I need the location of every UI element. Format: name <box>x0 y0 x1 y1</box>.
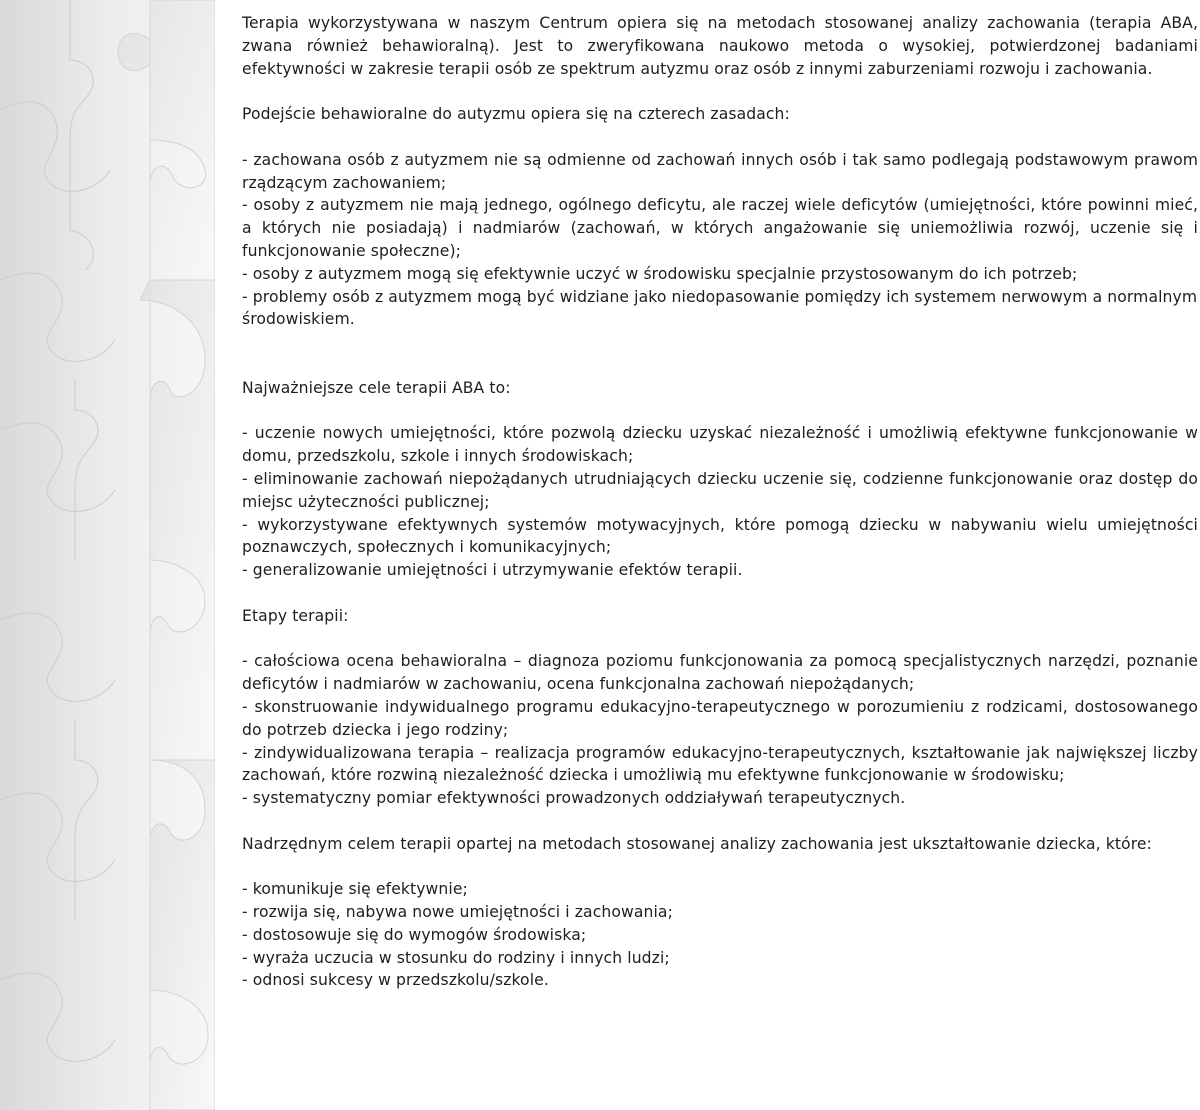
list-item: - problemy osób z autyzmem mogą być widziane jako niedopasowanie pomiędzy ich systemem nerwowym a normalnym środowiskiem. <box>242 287 1198 329</box>
puzzle-background-image <box>0 0 215 1110</box>
goals-list <box>242 422 1198 582</box>
list-item: - osoby z autyzmem nie mają jednego, ogólnego deficytu, ale raczej wiele deficytów (umiejętności, które powinni mieć, a których nie posiadają) i nadmiarów (zachowań, w których angażowanie się uniemożliwia rozwój, uczenie się i funkcjonowanie społeczne); <box>242 196 1198 260</box>
aim-list <box>242 878 1198 992</box>
list-item: - skonstruowanie indywidualnego programu edukacyjno-terapeutycznego w porozumieniu z rodzicami, dostosowanego do potrzeb dziecka i jego rodziny; <box>242 697 1198 739</box>
list-item: - systematyczny pomiar efektywności prowadzonych oddziaływań terapeutycznych. <box>242 789 906 808</box>
principles-list <box>242 149 1198 331</box>
list-item: - generalizowanie umiejętności i utrzymywanie efektów terapii. <box>242 561 743 580</box>
list-item: - rozwija się, nabywa nowe umiejętności i zachowania; <box>242 903 673 922</box>
principles-heading: Podejście behawioralne do autyzmu opiera się na czterech zasadach: <box>242 105 790 124</box>
intro-paragraph: Terapia wykorzystywana w naszym Centrum opiera się na metodach stosowanej analizy zachowania (terapia ABA, zwana również behawioralną). Jest to zweryfikowana naukowo metoda o wysokiej, potwierdzonej badaniami efektywności w zakresie terapii osób ze spektrum autyzmu oraz osób z innymi zaburzeniami rozwoju i zachowania. <box>242 14 1198 78</box>
list-item: - wyraża uczucia w stosunku do rodziny i innych ludzi; <box>242 948 670 967</box>
list-item: - uczenie nowych umiejętności, które pozwolą dziecku uzyskać niezależność i umożliwią efektywne funkcjonowanie w domu, przedszkolu, szkole i innych środowiskach; <box>242 424 1198 466</box>
list-item: - dostosowuje się do wymogów środowiska; <box>242 925 587 944</box>
main-content <box>242 12 1198 992</box>
goals-heading: Najważniejsze cele terapii ABA to: <box>242 378 511 397</box>
list-item: - zachowana osób z autyzmem nie są odmienne od zachowań innych osób i tak samo podlegają podstawowym prawom rządzącym zachowaniem; <box>242 150 1198 192</box>
stages-heading: Etapy terapii: <box>242 606 349 625</box>
list-item: - eliminowanie zachowań niepożądanych utrudniających dziecku uczenie się, codzienne funkcjonowanie oraz dostęp do miejsc użyteczności publicznej; <box>242 469 1198 511</box>
list-item: - całościowa ocena behawioralna – diagnoza poziomu funkcjonowania za pomocą specjalistycznych narzędzi, poznanie deficytów i nadmiarów w zachowaniu, ocena funkcjonalna zachowań niepożądanych; <box>242 652 1198 694</box>
list-item: - komunikuje się efektywnie; <box>242 880 468 899</box>
list-item: - zindywidualizowana terapia – realizacja programów edukacyjno-terapeutycznych, kształtowanie jak największej liczby zachowań, które rozwiną niezależność dziecka i umożliwią mu efektywne funkcjonowanie w środowisku; <box>242 743 1198 785</box>
stages-list <box>242 650 1198 810</box>
aim-heading: Nadrzędnym celem terapii opartej na metodach stosowanej analizy zachowania jest ukształtowanie dziecka, które: <box>242 834 1152 853</box>
list-item: - odnosi sukcesy w przedszkolu/szkole. <box>242 971 549 990</box>
list-item: - wykorzystywane efektywnych systemów motywacyjnych, które pomogą dziecku w nabywaniu wielu umiejętności poznawczych, społecznych i komunikacyjnych; <box>242 515 1198 557</box>
list-item: - osoby z autyzmem mogą się efektywnie uczyć w środowisku specjalnie przystosowanym do ich potrzeb; <box>242 264 1078 283</box>
